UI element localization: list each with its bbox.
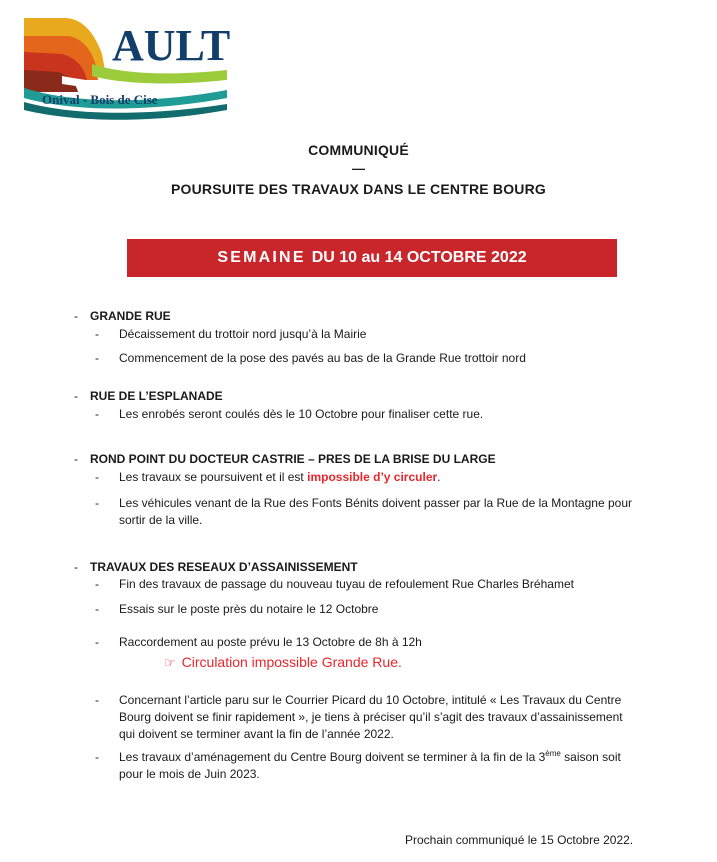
section-heading-rond-point: - ROND POINT DU DOCTEUR CASTRIE – PRES DE LA BRISE DU LARGE [74, 452, 496, 466]
warning-highlight: impossible d’y circuler [307, 470, 438, 484]
section-heading-grande-rue: - GRANDE RUE [74, 309, 171, 323]
title-separator: — [352, 161, 365, 176]
section-heading-esplanade: - RUE DE L’ESPLANADE [74, 389, 223, 403]
ault-logo [22, 14, 232, 122]
logo-name: AULT [112, 21, 231, 70]
page-subtitle: POURSUITE DES TRAVAUX DANS LE CENTRE BOURG [170, 181, 547, 197]
pointing-hand-icon: ☞ [164, 655, 176, 670]
banner-dates: DU 10 au 14 OCTOBRE 2022 [311, 249, 527, 266]
page-title: COMMUNIQUÉ [308, 142, 409, 158]
week-banner [127, 239, 617, 277]
logo-tagline: Onival - Bois de Cise [42, 92, 158, 107]
section-heading-assainissement: - TRAVAUX DES RESEAUX D’ASSAINISSEMENT [74, 560, 358, 574]
traffic-callout: ☞ Circulation impossible Grande Rue. [164, 654, 402, 670]
next-communique-note: Prochain communiqué le 15 Octobre 2022. [405, 833, 634, 847]
banner-week-word: SEMAINE [217, 249, 306, 266]
ault-logo-graphic [22, 14, 232, 122]
